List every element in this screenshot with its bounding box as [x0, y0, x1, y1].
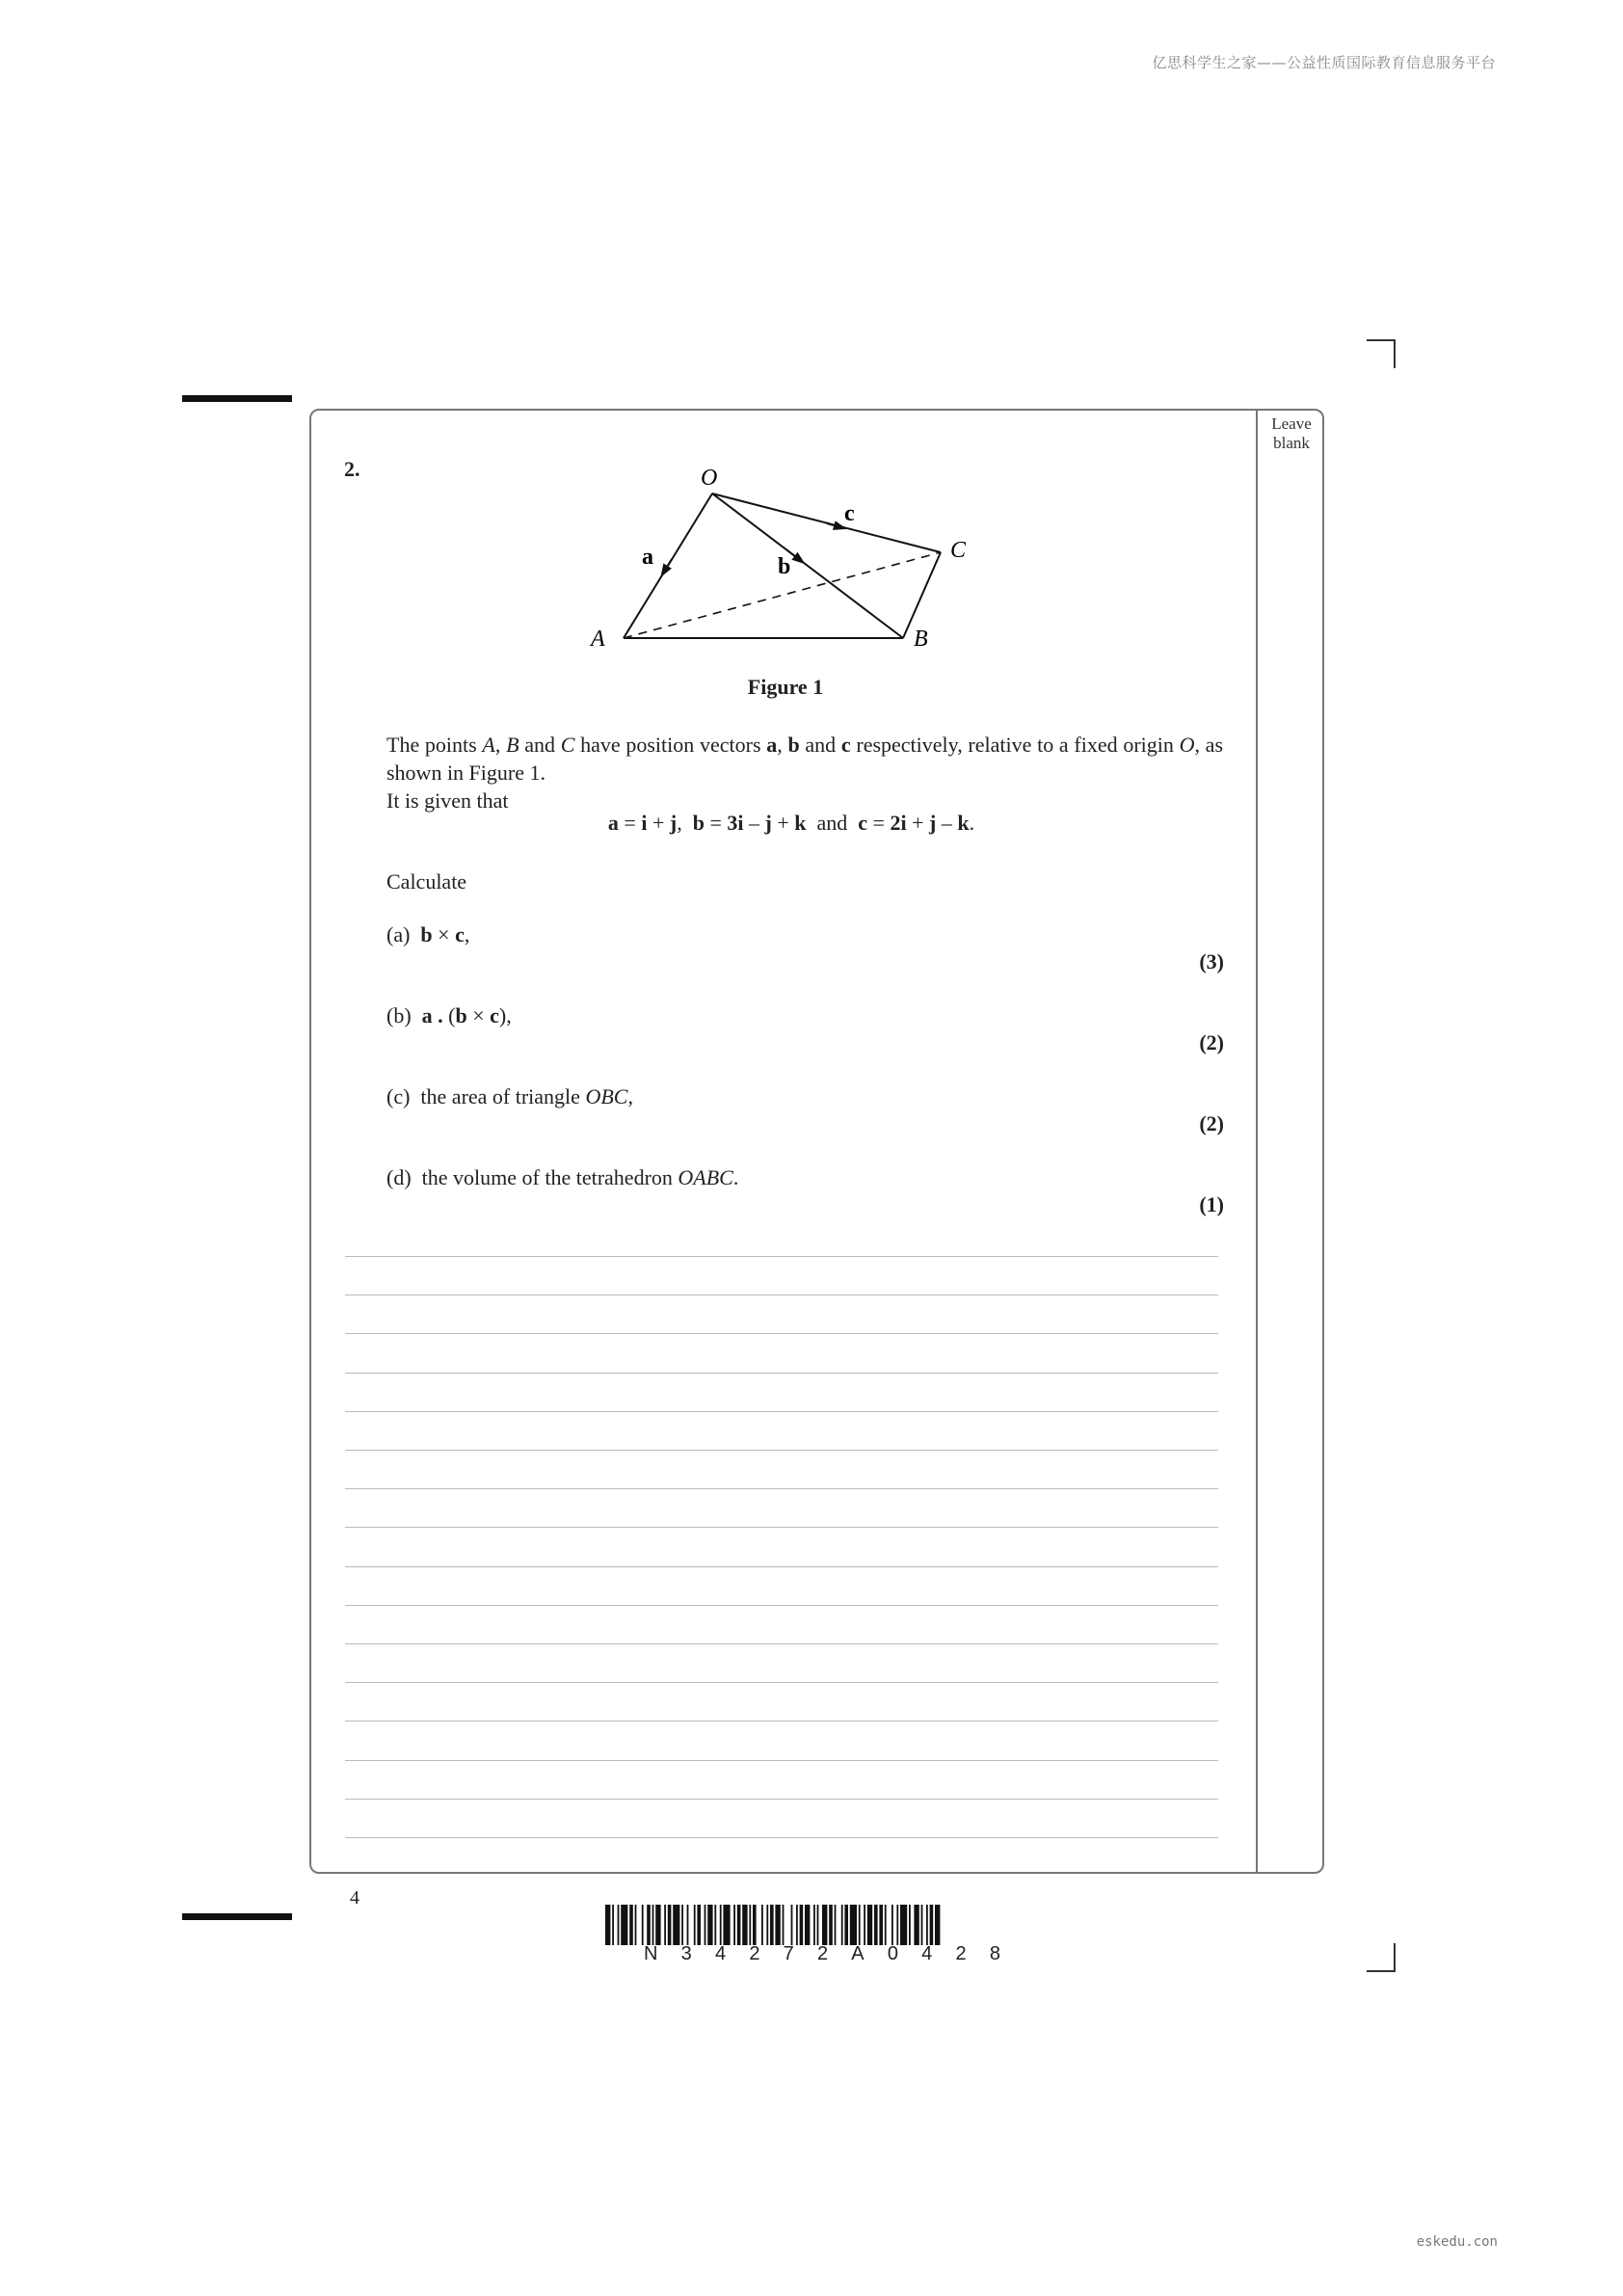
barcode-char: A	[851, 1943, 865, 1964]
barcode-bar	[629, 1905, 633, 1945]
barcode-bar	[753, 1905, 757, 1945]
barcode-bar	[874, 1905, 878, 1945]
barcode-char: 4	[921, 1943, 933, 1964]
barcode-bar	[813, 1905, 815, 1945]
barcode-bar	[879, 1905, 883, 1945]
barcode-bar	[655, 1905, 660, 1945]
barcode-bar	[612, 1905, 614, 1945]
barcode-bar	[737, 1905, 741, 1945]
barcode-bar	[770, 1905, 774, 1945]
part-text: the area of triangle OBC,	[420, 1084, 633, 1108]
vector-a-arrow	[664, 559, 672, 572]
answer-line[interactable]	[345, 1527, 1218, 1528]
part-d	[386, 1165, 738, 1190]
barcode-char: 4	[714, 1943, 727, 1964]
barcode-bar	[618, 1905, 620, 1945]
answer-line[interactable]	[345, 1256, 1218, 1257]
barcode-bar	[742, 1905, 747, 1945]
barcode-bar	[647, 1905, 651, 1945]
barcode-bar	[844, 1905, 848, 1945]
label-vector-b: b	[778, 554, 791, 579]
answer-line[interactable]	[345, 1566, 1218, 1567]
margin-bar-bottom	[182, 1913, 292, 1920]
barcode-char: 2	[955, 1943, 967, 1964]
barcode-bar	[835, 1905, 837, 1945]
label-vector-a: a	[642, 545, 653, 570]
barcode-bar	[796, 1905, 798, 1945]
barcode-bar	[867, 1905, 872, 1945]
barcode-bar	[705, 1905, 706, 1945]
part-a	[386, 922, 469, 948]
label-vector-c: c	[844, 501, 855, 526]
barcode-bar	[921, 1905, 923, 1945]
barcode-char: N	[644, 1943, 658, 1964]
barcode-bar	[697, 1905, 701, 1945]
crop-mark-bottom-v	[1394, 1943, 1396, 1972]
barcode-bar	[749, 1905, 751, 1945]
barcode-bar	[673, 1905, 679, 1945]
barcode-bar	[694, 1905, 696, 1945]
answer-line[interactable]	[345, 1837, 1218, 1838]
barcode-bar	[723, 1905, 730, 1945]
barcode-bar	[900, 1905, 907, 1945]
barcode-bar	[896, 1905, 898, 1945]
answer-line[interactable]	[345, 1643, 1218, 1644]
barcode-bar	[714, 1905, 716, 1945]
barcode-bar	[605, 1905, 610, 1945]
barcode-bar	[800, 1905, 804, 1945]
barcode-bar	[926, 1905, 928, 1945]
barcode-bar	[761, 1905, 763, 1945]
barcode-bar	[783, 1905, 785, 1945]
figure-1-diagram	[0, 0, 1623, 733]
barcode-bar	[720, 1905, 722, 1945]
barcode-bar	[864, 1905, 865, 1945]
part-text: a . (b × c),	[421, 1003, 512, 1028]
question-given: It is given that	[386, 788, 509, 813]
part-c	[386, 1084, 633, 1109]
barcode-bar	[687, 1905, 689, 1945]
vector-b-line	[712, 494, 903, 638]
edge-bc	[903, 552, 941, 638]
page-number: 4	[350, 1887, 359, 1909]
answer-line[interactable]	[345, 1760, 1218, 1761]
answer-line[interactable]	[345, 1682, 1218, 1683]
barcode-bar	[642, 1905, 644, 1945]
barcode-bar	[733, 1905, 735, 1945]
answer-line[interactable]	[345, 1721, 1218, 1722]
part-b-marks: (2)	[1199, 1030, 1224, 1055]
barcode-char: 7	[783, 1943, 794, 1964]
label-point-O: O	[701, 466, 718, 491]
barcode-bar	[668, 1905, 672, 1945]
barcode-image	[605, 1905, 1024, 1945]
part-c-marks: (2)	[1199, 1111, 1224, 1135]
label-point-C: C	[950, 538, 967, 563]
answer-line[interactable]	[345, 1333, 1218, 1334]
barcode-bar	[652, 1905, 654, 1945]
barcode-bar	[891, 1905, 893, 1945]
part-label: (c)	[386, 1084, 411, 1108]
part-label: (a)	[386, 922, 411, 947]
barcode-bar	[822, 1905, 827, 1945]
leave-blank-line2: blank	[1273, 434, 1310, 452]
barcode-bar	[664, 1905, 666, 1945]
answer-line[interactable]	[345, 1450, 1218, 1451]
crop-mark-bottom-h	[1367, 1970, 1396, 1972]
figure-caption: Figure 1	[747, 675, 824, 699]
barcode-bar	[935, 1905, 940, 1945]
part-b	[386, 1003, 512, 1028]
part-label: (d)	[386, 1165, 412, 1189]
barcode-bar	[621, 1905, 627, 1945]
label-point-A: A	[591, 627, 605, 652]
part-a-marks: (3)	[1199, 949, 1224, 974]
barcode-char: 8	[989, 1943, 1000, 1964]
question-intro: The points A, B and C have position vectors a, b and c respectively, relative to a fixed origin O, as shown in Figure 1.	[386, 733, 1224, 785]
barcode-bar	[909, 1905, 911, 1945]
footer-site-text: eskedu.con	[1416, 2234, 1498, 2250]
answer-line[interactable]	[345, 1488, 1218, 1489]
barcode-bar	[766, 1905, 768, 1945]
watermark-text: 亿思科学生之家——公益性质国际教育信息服务平台	[1152, 54, 1496, 71]
question-number: 2.	[344, 457, 360, 481]
part-d-marks: (1)	[1199, 1192, 1224, 1216]
barcode-bar	[914, 1905, 918, 1945]
leave-blank-line1: Leave	[1271, 414, 1312, 433]
barcode-bar	[681, 1905, 683, 1945]
barcode-bar	[817, 1905, 819, 1945]
vector-c-line	[712, 494, 941, 552]
barcode-bar	[635, 1905, 637, 1945]
barcode-bar	[805, 1905, 810, 1945]
barcode-char: 0	[887, 1943, 898, 1964]
barcode-bar	[841, 1905, 843, 1945]
barcode-bar	[707, 1905, 712, 1945]
answer-line[interactable]	[345, 1799, 1218, 1800]
barcode-bar	[850, 1905, 857, 1945]
barcode-text	[644, 1943, 1000, 1965]
barcode-char: 2	[749, 1943, 760, 1964]
barcode-bar	[775, 1905, 780, 1945]
part-label: (b)	[386, 1003, 412, 1028]
barcode-bar	[829, 1905, 833, 1945]
calculate-label: Calculate	[386, 869, 467, 894]
part-text: b × c,	[420, 922, 470, 947]
barcode-bar	[859, 1905, 861, 1945]
barcode-bar	[791, 1905, 793, 1945]
label-point-B: B	[914, 627, 928, 652]
barcode-bar	[930, 1905, 934, 1945]
answer-line[interactable]	[345, 1605, 1218, 1606]
part-text: the volume of the tetrahedron OABC.	[421, 1165, 739, 1189]
answer-line[interactable]	[345, 1411, 1218, 1412]
barcode-char: 2	[816, 1943, 829, 1964]
answer-line[interactable]	[345, 1373, 1218, 1374]
barcode-char: 3	[680, 1943, 692, 1964]
barcode-bar	[885, 1905, 887, 1945]
given-equations: a = i + j, b = 3i – j + k and c = 2i + j – k.	[607, 811, 975, 835]
